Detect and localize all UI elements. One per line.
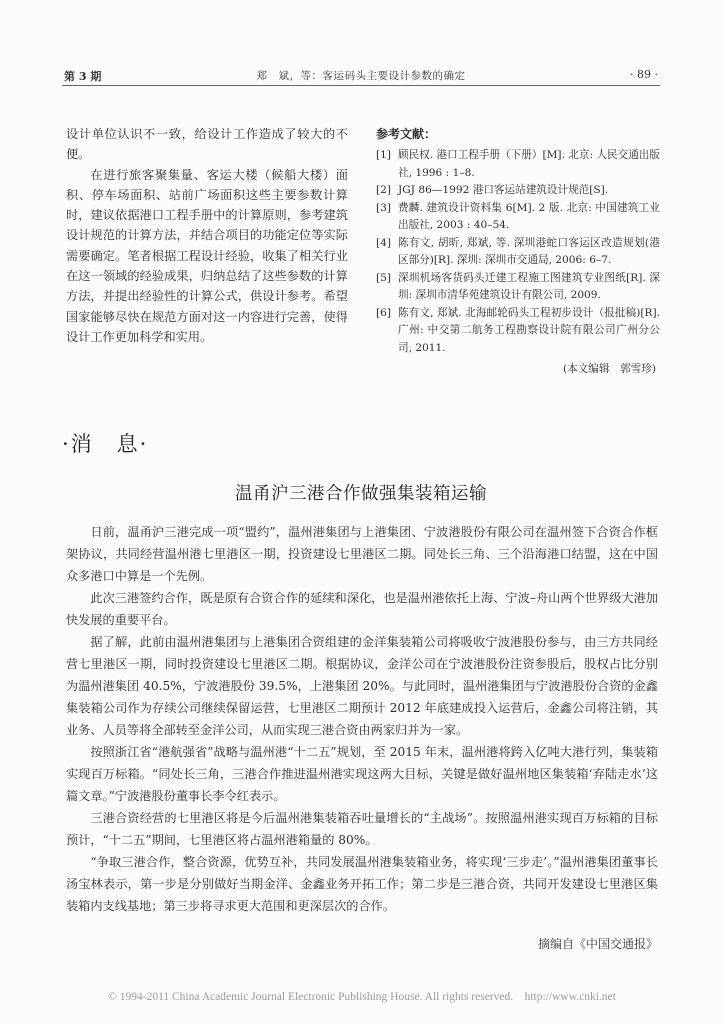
reference-text: 深圳机场客货码头迁建工程施工图建筑专业图纸[R]. 深圳: 深圳市清华苑建筑设计有限公司, 2009. [398, 271, 660, 301]
reference-number: [6] [376, 306, 392, 319]
reference-number: [3] [376, 201, 392, 214]
reference-text: JGJ 86—1992 港口客运站建筑设计规范[S]. [398, 184, 609, 196]
left-paragraph-1: 设计单位认识不一致，给设计工作造成了较大的不便。 [66, 127, 348, 162]
reference-number: [5] [376, 271, 392, 284]
running-title: 郑 斌，等：客运码头主要设计参数的确定 [256, 70, 466, 82]
article-paragraph-3: 据了解，此前由温州港集团与上港集团合资组建的金洋集装箱公司将吸收宁波港股份参与，由三方共同经营七里港区一期，同时投资建设七里港区二期。根据协议，金洋公司在宁波港股份注资参股后，股权占比分别为温州港集团 40.5%，宁波港股份 39.5%，上港集团 20%。与此同时，温州港集团与宁波港股份合资的金鑫集装箱公司作为存续公司继续保留运营，七里港区二期预计 2012 年底建成投入运营后，金鑫公司将注销，其业务、人员等将全部转至金洋公司，从而实现三港合资由两家归并为一家。 [66, 635, 658, 737]
reference-item [376, 235, 660, 270]
editor-credit: (本文编辑 郭雪珍) [562, 363, 656, 375]
reference-text: 陈有文, 胡昕, 郑斌, 等. 深圳港蛇口客运区改造规划(港区部分)[R]. 深圳: 深圳市交通局, 2006: 6–7. [398, 236, 660, 266]
article-paragraph-6: “争取三港合作，整合资源，优势互补，共同发展温州港集装箱业务，将实现‘三步走’。”温州港集团董事长汤宝林表示，第一步是分别做好当期金洋、金鑫业务开拓工作；第二步是三港合资，共同开发建设七里港区集装箱内支线基地；第三步将寻求更大范围和更深层次的合作。 [66, 855, 658, 913]
reference-item [376, 270, 660, 305]
running-header [62, 66, 660, 86]
left-column-text [66, 124, 348, 347]
reference-item [376, 147, 660, 182]
reference-text: 费麟. 建筑设计资料集 6[M]. 2 版. 北京: 中国建筑工业出版社, 2003 : 40–54. [398, 201, 660, 231]
article-body [66, 521, 658, 917]
reference-number: [1] [376, 149, 392, 161]
reference-number: [4] [376, 236, 392, 249]
references-title: 参考文献： [376, 127, 437, 141]
references-section [376, 124, 660, 379]
reference-text: 陈有文, 郑斌. 北海邮轮码头工程初步设计（报批稿)[R]. 广州: 中交第二航务工程勘察设计院有限公司广州分公司, 2011. [398, 306, 660, 354]
issue-number: 第 3 期 [64, 70, 102, 83]
wavy-divider-line [62, 411, 660, 412]
section-title: ·消 息· [62, 432, 149, 456]
reference-text: 顾民权. 港口工程手册（下册）[M]. 北京: 人民交通出版社, 1996 : 1–8. [398, 149, 660, 179]
article-title: 温甬沪三港合作做强集装箱运输 [235, 484, 487, 504]
reference-item [376, 305, 660, 358]
page-number: · 89 · [630, 68, 658, 81]
copyright-footer: © 1994-2011 China Academic Journal Electronic Publishing House. All rights reserved. http://www.cnki.net [108, 991, 616, 1003]
reference-item [376, 182, 660, 200]
wavy-divider [62, 404, 660, 412]
article-paragraph-4: 按照浙江省“港航强省”战略与温州港“十二五”规划，至 2015 年末，温州港将跨入亿吨大港行列，集装箱实现百万标箱。“同处长三角，三港合作推进温州港实现这两大目标，关键是做好温州地区集装箱‘弃陆走水’这篇文章。”宁波港股份董事长李令红表示。 [66, 745, 658, 803]
reference-number: [2] [376, 184, 392, 196]
article-paragraph-1: 日前，温甬沪三港完成一项“盟约”，温州港集团与上港集团、宁波港股份有限公司在温州签下合资合作框架协议，共同经营温州港七里港区一期，投资建设七里港区二期。同处长三角、三个沿海港口结盟，这在中国众多港口中算是一个先例。 [66, 525, 658, 583]
left-paragraph-2: 在进行旅客聚集量、客运大楼（候船大楼）面积、停车场面积、站前广场面积这些主要参数计算时，建议依据港口工程手册中的计算原则，参考建筑设计规范的计算方法，并结合项目的功能定位等实际需要确定。笔者根据工程设计经验，收集了相关行业在这一领域的经验成果，归纳总结了这些参数的计算方法，并提出经验性的计算公式，供设计参考。希望国家能够尽快在规范方面对这一内容进行完善，使得设计工作更加科学和实用。 [66, 167, 348, 344]
article-paragraph-5: 三港合资经营的七里港区将是今后温州港集装箱吞吐量增长的“主战场”。按照温州港实现百万标箱的目标预计，“十二五”期间，七里港区将占温州港箱量的 80%。 [66, 811, 658, 847]
article-paragraph-2: 此次三港签约合作，既是原有合资合作的延续和深化，也是温州港依托上海、宁波–舟山两个世界级大港加快发展的重要平台。 [66, 591, 658, 627]
article-source: 摘编自《中国交通报》 [537, 937, 658, 951]
reference-item [376, 200, 660, 235]
